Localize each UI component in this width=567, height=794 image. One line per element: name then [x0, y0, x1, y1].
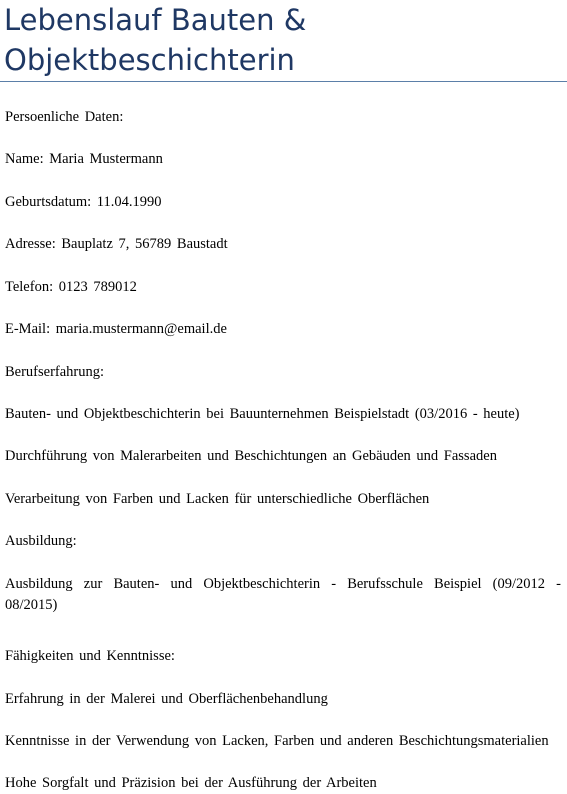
personal-heading: Persoenliche Daten: — [5, 109, 124, 125]
personal-email: E-Mail: maria.mustermann@email.de — [5, 321, 227, 337]
education-item: Ausbildung zur Bauten- und Objektbeschichterin - Berufsschule Beispiel (09/2012 - 08/2015) — [5, 576, 561, 613]
personal-address: Adresse: Bauplatz 7, 56789 Baustadt — [5, 236, 228, 252]
experience-item: Bauten- und Objektbeschichterin bei Bauunternehmen Beispielstadt (03/2016 - heute) — [5, 406, 520, 422]
skills-item: Hohe Sorgfalt und Präzision bei der Ausführung der Arbeiten — [5, 775, 377, 791]
experience-item: Durchführung von Malerarbeiten und Beschichtungen an Gebäuden und Fassaden — [5, 448, 497, 464]
skills-item: Erfahrung in der Malerei und Oberflächenbehandlung — [5, 691, 328, 707]
personal-birthdate: Geburtsdatum: 11.04.1990 — [5, 194, 162, 210]
education-heading: Ausbildung: — [5, 533, 77, 549]
experience-heading: Berufserfahrung: — [5, 364, 105, 380]
personal-phone: Telefon: 0123 789012 — [5, 279, 137, 295]
personal-name: Name: Maria Mustermann — [5, 151, 163, 167]
experience-item: Verarbeitung von Farben und Lacken für unterschiedliche Oberflächen — [5, 491, 430, 507]
document-title: Lebenslauf Bauten & Objektbeschichterin — [4, 3, 307, 77]
skills-heading: Fähigkeiten und Kenntnisse: — [5, 648, 175, 664]
title-underline — [0, 81, 567, 82]
skills-item: Kenntnisse in der Verwendung von Lacken, Farben und anderen Beschichtungsmaterialien — [5, 733, 549, 749]
